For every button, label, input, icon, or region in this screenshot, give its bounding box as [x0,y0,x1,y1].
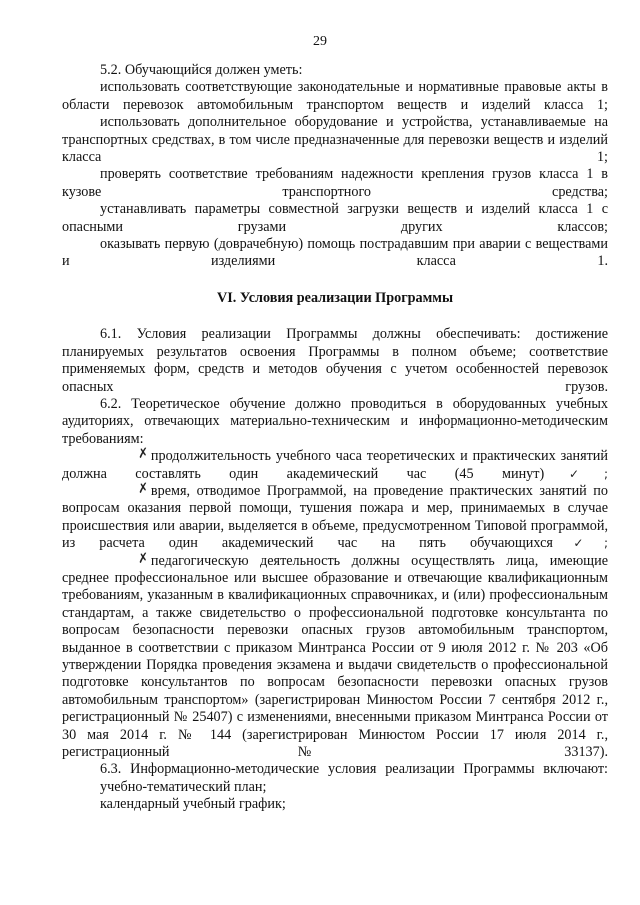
requirement-time-text: время, отводимое Программой, на проведение практических занятий по вопросам оказания первой помощи, тушения пожара и мер, принимаемых в случае происшествия или аварии, выделяется в объеме, предусмотренном Типовой программой, из расчета один академический час на пять обучающихся [62,482,608,552]
document-body [62,62,608,814]
handwritten-insert-icon: ✓; [552,536,609,551]
handwritten-check-icon: ✗ [136,445,150,463]
handwritten-check-icon: ✗ [136,480,150,497]
skill-item: использовать дополнительное оборудование и устройства, устанавливаемые на транспортных средствах, в том числе предназначенные для перевозки веществ и изделий класса 1; [62,114,608,166]
skill-item: оказывать первую (доврачебную) помощь пострадавшим при аварии с веществами и изделиями класса 1. [62,236,608,270]
paragraph-6-3: 6.3. Информационно-методические условия реализации Программы включают: [100,761,608,778]
handwritten-check-icon: ✗ [136,550,150,567]
requirement-pedagogical [62,550,608,762]
requirement-duration-text: продолжительность учебного часа теоретических и практических занятий должна составлять один академический час (45 минут) [62,448,608,482]
handwritten-insert-icon: ✓; [544,466,608,481]
requirement-duration [62,445,608,483]
skill-item: использовать соответствующие законодательные и нормативные правовые акты в области перевозок автомобильным транспортом веществ и изделий класса 1; [62,79,608,113]
list-item: учебно-тематический план; [100,778,267,795]
page-number: 29 [313,34,327,49]
paragraph-6-2: 6.2. Теоретическое обучение должно проводиться в оборудованных учебных аудиториях, отвечающих материально-техническим и информационно-методическим требованиям: [62,395,608,447]
section-heading: VI. Условия реализации Программы [216,289,454,306]
section-5-2-title: 5.2. Обучающийся должен уметь: [100,62,303,78]
paragraph-6-1: 6.1. Условия реализации Программы должны обеспечивать: достижение планируемых результатов освоения Программы в полном объеме; соответствие применяемых форм, средств и методов обучения с учетом особенностей перевозок опасных грузов. [62,326,608,395]
list-item: календарный учебный график; [100,796,286,813]
skill-item: проверять соответствие требованиям надежности крепления грузов класса 1 в кузове транспортного средства; [62,166,608,200]
requirement-time [62,480,609,553]
requirement-pedagogical-text: педагогическую деятельность должны осуществлять лица, имеющие среднее профессиональное или высшее образование и отвечающие квалификационным требованиям, указанным в квалификационных справочниках, и (или) профессиональным стандартам, а также свидетельство о профессиональной подготовке консультанта по вопросам безопасности перевозки опасных грузов автомобильным транспортом, выданное в соответствии с приказом Минтранса России от 9 июля 2012 г. № 203 «Об утверждении Порядка проведения экзамена и выдачи свидетельств о профессиональной подготовке консультантов по вопросам безопасности перевозки опасных грузов автомобильным транспортом» (зарегистрирован Минюстом России 7 сентября 2012 г., регистрационный № 25407) с изменениями, внесенными приказом Минтранса России от 30 мая 2014 г. № 144 (зарегистрирован Минюстом России 17 июля 2014 г., регистрационный № 33137). [62,552,608,761]
skill-item: устанавливать параметры совместной загрузки веществ и изделий класса 1 с опасными грузами других классов; [62,201,608,235]
